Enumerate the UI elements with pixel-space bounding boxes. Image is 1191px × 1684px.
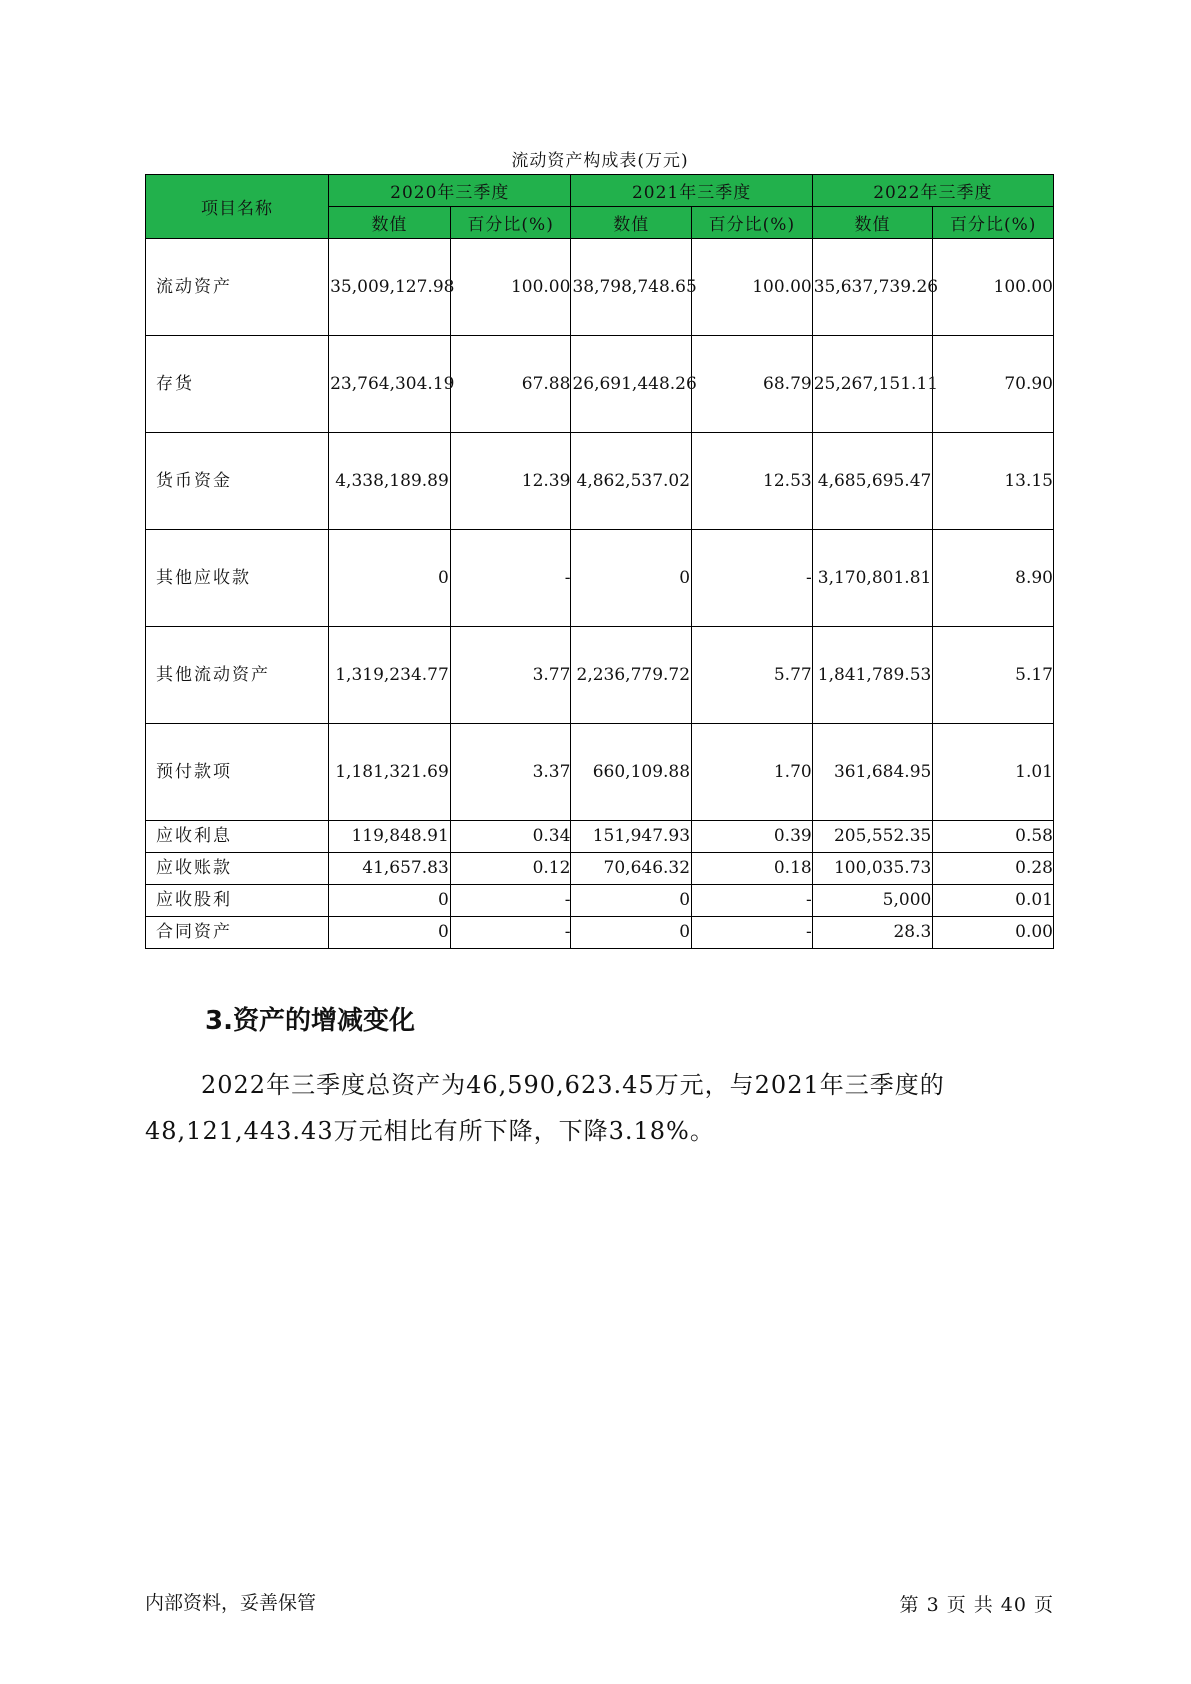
period-header: 2020年三季度 [329, 175, 571, 207]
table-row [146, 917, 1054, 949]
current-assets-table [145, 174, 1054, 949]
value-cell: 660,109.88 [571, 724, 692, 821]
pct-cell: 68.79 [692, 336, 813, 433]
pct-cell: 12.53 [692, 433, 813, 530]
row-label: 应收股利 [146, 885, 329, 917]
pct-cell: 0.01 [933, 885, 1054, 917]
value-cell: 4,862,537.02 [571, 433, 692, 530]
table-row [146, 336, 1054, 433]
row-label: 应收利息 [146, 821, 329, 853]
pct-cell: 1.70 [692, 724, 813, 821]
value-cell: 1,841,789.53 [812, 627, 933, 724]
value-cell: 23,764,304.19 [329, 336, 451, 433]
pct-cell: - [692, 917, 813, 949]
pct-cell: 0.58 [933, 821, 1054, 853]
value-cell: 361,684.95 [812, 724, 933, 821]
body-paragraph: 2022年三季度总资产为46,590,623.45万元，与2021年三季度的48,121,443.43万元相比有所下降，下降3.18%。 [145, 1071, 945, 1145]
pct-header: 百分比(%) [692, 207, 813, 239]
pct-cell: 13.15 [933, 433, 1054, 530]
pct-cell: - [450, 530, 571, 627]
table-row [146, 821, 1054, 853]
value-cell: 25,267,151.11 [812, 336, 933, 433]
row-label: 其他流动资产 [146, 627, 329, 724]
value-cell: 205,552.35 [812, 821, 933, 853]
row-label: 合同资产 [146, 917, 329, 949]
table-row [146, 627, 1054, 724]
pct-cell: 3.37 [450, 724, 571, 821]
pct-cell: 5.17 [933, 627, 1054, 724]
footer-confidential-note: 内部资料，妥善保管 [145, 1592, 317, 1614]
pct-cell: 67.88 [450, 336, 571, 433]
pct-cell: - [692, 885, 813, 917]
row-label: 货币资金 [146, 433, 329, 530]
pct-cell: 1.01 [933, 724, 1054, 821]
row-label: 其他应收款 [146, 530, 329, 627]
value-cell: 0 [329, 530, 451, 627]
value-cell: 28.3 [812, 917, 933, 949]
pct-cell: 0.18 [692, 853, 813, 885]
pct-cell: - [450, 917, 571, 949]
pct-cell: 100.00 [692, 239, 813, 336]
pct-header: 百分比(%) [933, 207, 1054, 239]
pct-cell: 0.12 [450, 853, 571, 885]
value-cell: 119,848.91 [329, 821, 451, 853]
table-row [146, 530, 1054, 627]
value-cell: 0 [571, 917, 692, 949]
pct-cell: 12.39 [450, 433, 571, 530]
value-cell: 151,947.93 [571, 821, 692, 853]
value-cell: 0 [571, 530, 692, 627]
table-row [146, 853, 1054, 885]
value-cell: 1,319,234.77 [329, 627, 451, 724]
value-cell: 41,657.83 [329, 853, 451, 885]
value-cell: 26,691,448.26 [571, 336, 692, 433]
pct-cell: - [692, 530, 813, 627]
value-cell: 0 [571, 885, 692, 917]
pct-cell: 5.77 [692, 627, 813, 724]
value-cell: 38,798,748.65 [571, 239, 692, 336]
period-header: 2022年三季度 [812, 175, 1053, 207]
value-cell: 100,035.73 [812, 853, 933, 885]
value-header: 数值 [812, 207, 933, 239]
pct-cell: 8.90 [933, 530, 1054, 627]
period-header: 2021年三季度 [571, 175, 812, 207]
pct-cell: 100.00 [450, 239, 571, 336]
row-label: 流动资产 [146, 239, 329, 336]
value-cell: 2,236,779.72 [571, 627, 692, 724]
value-cell: 0 [329, 917, 451, 949]
pct-cell: 70.90 [933, 336, 1054, 433]
pct-cell: 0.28 [933, 853, 1054, 885]
pct-cell: 0.00 [933, 917, 1054, 949]
section-title: 3.资产的增减变化 [205, 1006, 415, 1036]
pct-header: 百分比(%) [450, 207, 571, 239]
table-row [146, 885, 1054, 917]
value-cell: 0 [329, 885, 451, 917]
value-cell: 35,009,127.98 [329, 239, 451, 336]
value-cell: 1,181,321.69 [329, 724, 451, 821]
table-caption: 流动资产构成表(万元) [511, 151, 689, 171]
pct-cell: 100.00 [933, 239, 1054, 336]
row-label: 存货 [146, 336, 329, 433]
table-row [146, 239, 1054, 336]
value-cell: 35,637,739.26 [812, 239, 933, 336]
value-header: 数值 [571, 207, 692, 239]
footer-page-number: 第 3 页 共 40 页 [899, 1594, 1054, 1616]
row-label: 预付款项 [146, 724, 329, 821]
row-label: 应收账款 [146, 853, 329, 885]
table-row [146, 433, 1054, 530]
value-cell: 4,338,189.89 [329, 433, 451, 530]
pct-cell: - [450, 885, 571, 917]
value-cell: 5,000 [812, 885, 933, 917]
value-cell: 70,646.32 [571, 853, 692, 885]
pct-cell: 3.77 [450, 627, 571, 724]
pct-cell: 0.34 [450, 821, 571, 853]
value-cell: 3,170,801.81 [812, 530, 933, 627]
pct-cell: 0.39 [692, 821, 813, 853]
item-name-header: 项目名称 [146, 175, 329, 239]
value-header: 数值 [329, 207, 451, 239]
value-cell: 4,685,695.47 [812, 433, 933, 530]
table-row [146, 724, 1054, 821]
